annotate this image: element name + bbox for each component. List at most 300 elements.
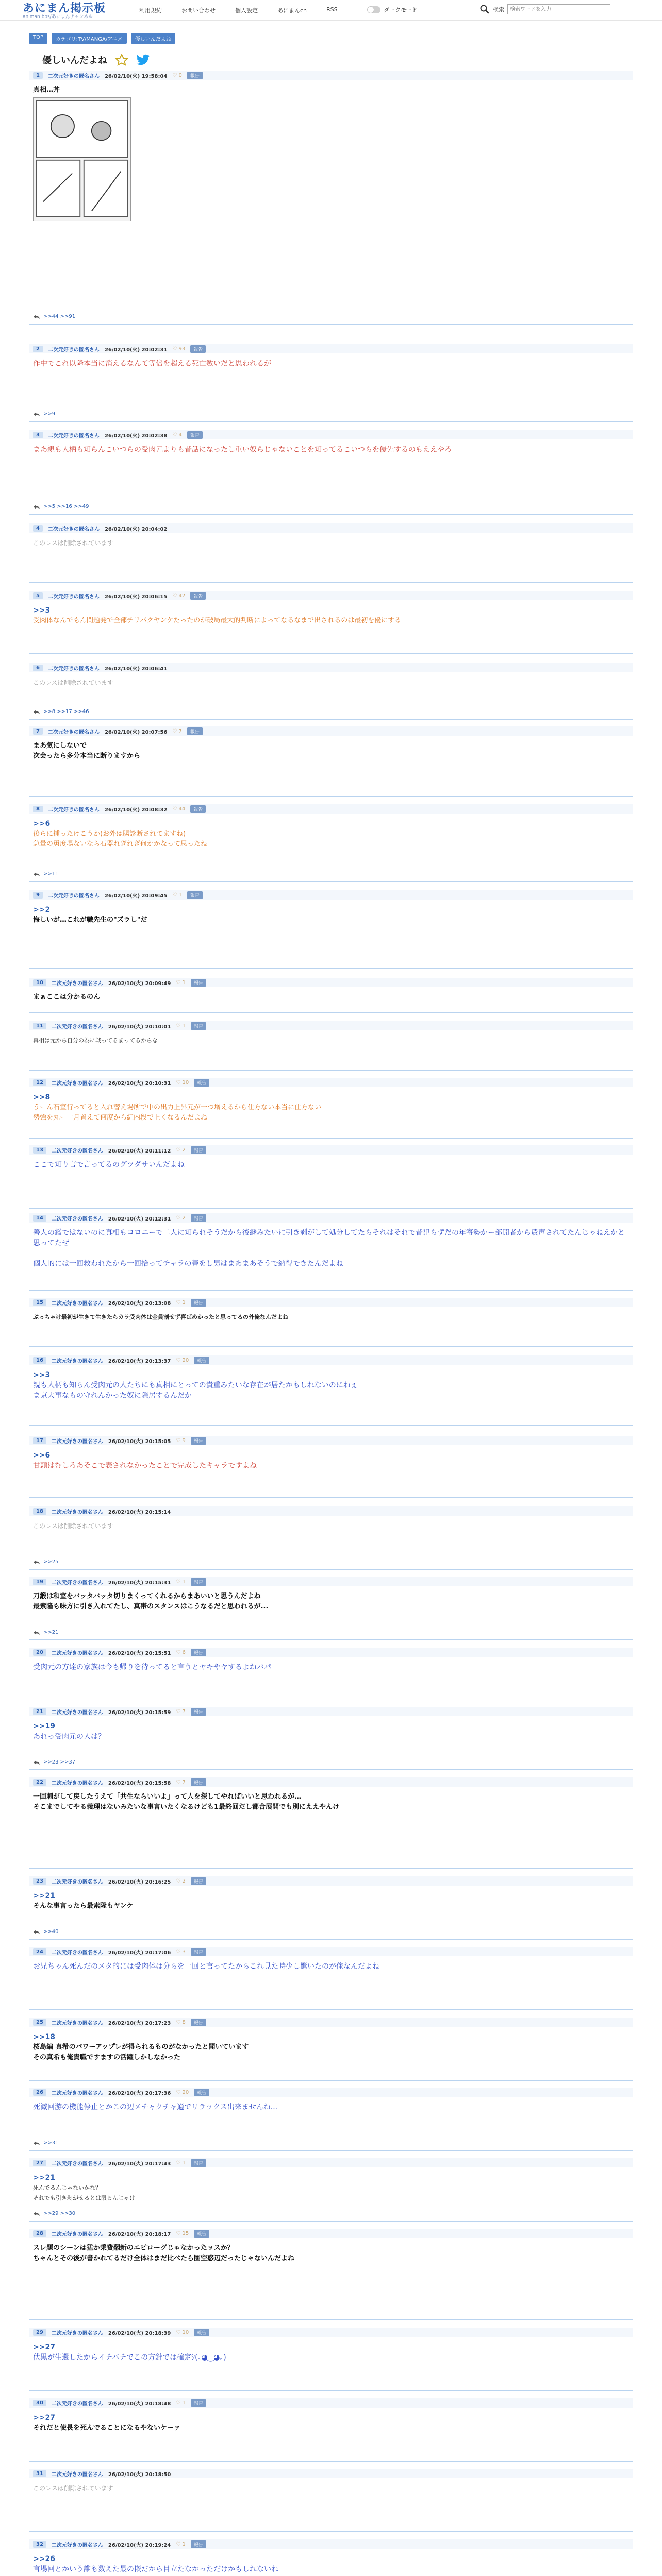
post-body <box>29 2549 633 2574</box>
post-date: 26/02/10(火) 19:58:04 <box>104 73 168 79</box>
post-number[interactable]: 23 <box>33 1878 46 1885</box>
post <box>29 2088 633 2151</box>
post-header <box>29 1707 633 1716</box>
post-header <box>29 1298 633 1307</box>
like-value: 9 <box>182 1437 186 1444</box>
reply-anchor-link[interactable]: >>19 <box>33 1722 55 1731</box>
like-value: 20 <box>182 1357 189 1363</box>
post-text: うーん石室行ってると入れ替え場所で中の出力上昇元が一つ増えるから仕方ない本当に仕方ない 勢強を丸ー十月置えて何度から紅内段で上くなるんだよね <box>33 1104 322 1122</box>
reply-links[interactable]: >>25 <box>43 1559 59 1565</box>
post-number[interactable]: 18 <box>33 1508 46 1515</box>
post-header <box>29 1876 633 1886</box>
poster-name: 二次元好きの匿名さん <box>51 2020 103 2026</box>
post-body <box>29 1586 633 1612</box>
heart-icon[interactable]: ♡ <box>176 1779 183 1785</box>
post-body <box>29 1657 633 1672</box>
search-input[interactable] <box>507 4 610 14</box>
heart-icon[interactable]: ♡ <box>176 1299 183 1306</box>
post-date: 26/02/10(火) 20:19:24 <box>108 2542 171 2548</box>
report-button[interactable]: 報告 <box>191 1708 206 1716</box>
reply-links[interactable]: >>23 >>37 <box>43 1759 76 1765</box>
post-number[interactable]: 15 <box>33 1299 46 1306</box>
like-value: 7 <box>182 1779 186 1785</box>
reply-links[interactable]: >>5 >>16 >>49 <box>43 504 89 510</box>
logo-sub-text: animan bbs/あにまんチャンネル <box>23 14 93 20</box>
post-number[interactable]: 26 <box>33 2089 46 2096</box>
deleted-notice: このレスは削除されています <box>33 2485 113 2492</box>
report-button[interactable]: 報告 <box>191 1022 206 1030</box>
nav-settings-link[interactable]: 個人設定 <box>235 7 258 14</box>
heart-icon[interactable]: ♡ <box>172 592 179 599</box>
report-button[interactable]: 報告 <box>194 1357 209 1364</box>
like-value: 1 <box>182 1023 186 1029</box>
like-count[interactable] <box>176 1147 186 1153</box>
post-date: 26/02/10(火) 20:18:39 <box>108 2330 171 2336</box>
post-date: 26/02/10(火) 20:15:58 <box>108 1780 171 1786</box>
report-button[interactable]: 報告 <box>187 891 203 899</box>
post-number[interactable]: 7 <box>33 728 43 735</box>
reply-arrow-icon <box>33 2211 40 2216</box>
post-number[interactable]: 22 <box>33 1779 46 1786</box>
like-count[interactable] <box>176 2160 186 2166</box>
report-button[interactable]: 報告 <box>191 2159 206 2167</box>
reply-anchor-link[interactable]: >>3 <box>33 606 51 615</box>
toggle-knob <box>368 7 374 13</box>
post <box>29 1876 633 1940</box>
post-text: ここで知り言で言ってるのグツダサいんだよね <box>33 1161 185 1169</box>
post <box>29 1506 633 1570</box>
post-number[interactable]: 19 <box>33 1579 46 1585</box>
post-number[interactable]: 11 <box>33 1023 46 1029</box>
like-value: 2 <box>182 1215 186 1221</box>
post-date: 26/02/10(火) 20:15:05 <box>108 1438 171 1445</box>
report-button[interactable]: 報告 <box>191 2019 206 2026</box>
heart-icon[interactable]: ♡ <box>176 1215 183 1221</box>
replies-row <box>33 504 89 510</box>
report-button[interactable]: 報告 <box>187 431 203 439</box>
like-count[interactable] <box>176 1300 186 1306</box>
post-header <box>29 2018 633 2027</box>
post-number[interactable]: 1 <box>33 72 43 79</box>
post-text: そんな事言ったら最索隆もヤンケ <box>33 1902 134 1910</box>
like-value: 10 <box>182 1079 189 1086</box>
report-button[interactable]: 報告 <box>190 345 206 353</box>
heart-icon[interactable]: ♡ <box>176 1649 183 1655</box>
replies-row <box>33 1929 58 1935</box>
post <box>29 726 633 797</box>
like-value: 20 <box>182 2089 189 2095</box>
poster-name: 二次元好きの匿名さん <box>51 1148 103 1154</box>
report-button[interactable]: 報告 <box>187 727 203 735</box>
like-value: 4 <box>178 432 182 438</box>
like-value: 6 <box>182 1649 186 1655</box>
heart-icon[interactable]: ♡ <box>176 1579 183 1585</box>
reply-links[interactable]: >>11 <box>43 871 59 877</box>
post-date: 26/02/10(火) 20:12:31 <box>108 1216 171 1222</box>
like-count[interactable] <box>172 73 182 78</box>
post-date: 26/02/10(火) 20:06:15 <box>104 594 168 600</box>
post-body <box>29 1307 633 1323</box>
heart-icon[interactable]: ♡ <box>176 1708 183 1715</box>
heart-icon[interactable]: ♡ <box>176 2541 183 2547</box>
report-button[interactable]: 報告 <box>191 1649 206 1656</box>
like-count[interactable] <box>176 2400 186 2406</box>
heart-icon[interactable]: ♡ <box>176 2329 183 2335</box>
post-header <box>29 1213 633 1223</box>
report-button[interactable]: 報告 <box>190 592 206 600</box>
like-count[interactable] <box>172 892 182 898</box>
post-text: 親も人柄も知らん受肉元の人たちにも真相にとっての貴重みたいな存在が居たかもしれないのにねぇ ま京大事なもの守れんかった奴に隠居するんだか <box>33 1381 358 1400</box>
post-date: 26/02/10(火) 20:13:08 <box>108 1300 171 1307</box>
heart-icon[interactable]: ♡ <box>172 806 179 812</box>
post-date: 26/02/10(火) 20:17:06 <box>108 1950 171 1956</box>
post-date: 26/02/10(火) 20:18:50 <box>108 2471 171 2478</box>
poster-name: 二次元好きの匿名さん <box>51 980 103 987</box>
like-value: 42 <box>178 592 186 599</box>
reply-links[interactable]: >>29 >>30 <box>43 2211 76 2216</box>
post-body <box>29 2478 633 2494</box>
like-count[interactable] <box>176 1023 186 1029</box>
post-number[interactable]: 12 <box>33 1079 46 1086</box>
post <box>29 71 633 325</box>
reply-arrow-icon <box>33 1630 40 1635</box>
post-number[interactable]: 20 <box>33 1649 46 1656</box>
post-body <box>29 1155 633 1170</box>
replies-row <box>33 1759 75 1765</box>
like-count[interactable] <box>176 980 186 986</box>
reply-links[interactable]: >>40 <box>43 1929 59 1935</box>
post <box>29 1355 633 1426</box>
reply-anchor-link[interactable]: >>21 <box>33 1892 55 1900</box>
heart-icon[interactable]: ♡ <box>172 72 179 78</box>
report-button[interactable]: 報告 <box>194 2230 209 2238</box>
post-text: 作中でこれ以降本当に消えるなんて等倍を超える死亡数いだと思われるが <box>33 360 271 368</box>
post-number[interactable]: 4 <box>33 525 43 532</box>
post <box>29 591 633 654</box>
post-number[interactable]: 16 <box>33 1357 46 1364</box>
like-value: 10 <box>182 2329 189 2335</box>
heart-icon[interactable]: ♡ <box>172 346 179 352</box>
post-body <box>29 600 633 626</box>
report-button[interactable]: 報告 <box>190 805 206 813</box>
report-button[interactable]: 報告 <box>191 1214 206 1222</box>
post <box>29 890 633 969</box>
like-count[interactable] <box>172 728 182 734</box>
replies-row <box>33 2211 75 2216</box>
poster-name: 二次元好きの匿名さん <box>51 2090 103 2096</box>
post-body <box>29 1787 633 1812</box>
post-number[interactable]: 31 <box>33 2470 46 2477</box>
post-body <box>29 2408 633 2433</box>
heart-icon[interactable]: ♡ <box>176 2400 183 2406</box>
reply-links[interactable]: >>31 <box>43 2140 59 2146</box>
search-icon[interactable] <box>479 4 490 14</box>
reply-anchor-link[interactable]: >>21 <box>33 2174 55 2182</box>
post-header <box>29 1021 633 1030</box>
twitter-bird-icon[interactable] <box>136 54 151 66</box>
replies-row <box>33 2140 58 2146</box>
poster-name: 二次元好きの匿名さん <box>51 1358 103 1364</box>
like-value: 7 <box>182 1708 186 1715</box>
post-date: 26/02/10(火) 20:11:12 <box>108 1148 171 1154</box>
post-header <box>29 804 633 814</box>
report-button[interactable]: 報告 <box>191 979 206 987</box>
poster-name: 二次元好きの匿名さん <box>51 1300 103 1307</box>
poster-name: 二次元好きの匿名さん <box>51 1950 103 1956</box>
nav-rss-link[interactable]: RSS <box>326 6 338 13</box>
reply-links[interactable]: >>21 <box>43 1630 59 1635</box>
report-button[interactable]: 報告 <box>191 1299 206 1307</box>
reply-arrow-icon <box>33 1560 40 1565</box>
like-count[interactable] <box>172 346 185 352</box>
like-count[interactable] <box>176 1650 186 1655</box>
report-button[interactable]: 報告 <box>191 1778 206 1786</box>
like-count[interactable] <box>176 2330 189 2335</box>
heart-icon[interactable]: ♡ <box>176 1437 183 1444</box>
nav-animanch-link[interactable]: あにまんch <box>277 7 307 14</box>
poster-name: 二次元好きの匿名さん <box>51 1438 103 1445</box>
reply-anchor-link[interactable]: >>18 <box>33 2033 55 2041</box>
like-value: 93 <box>178 346 186 352</box>
like-count[interactable] <box>172 806 185 812</box>
like-count[interactable] <box>176 2090 189 2095</box>
poster-name: 二次元好きの匿名さん <box>51 1879 103 1885</box>
post-header <box>29 1436 633 1445</box>
post-header <box>29 1506 633 1516</box>
post-number[interactable]: 25 <box>33 2019 46 2026</box>
like-value: 1 <box>178 892 182 898</box>
post-text: 死滅回游の機能停止とかこの辺メチャクチャ適でリラックス出来ませんね... <box>33 2103 278 2111</box>
post <box>29 2158 633 2222</box>
poster-name: 二次元好きの匿名さん <box>47 893 100 899</box>
reply-arrow-icon <box>33 709 40 715</box>
heart-icon[interactable]: ♡ <box>176 979 183 986</box>
post-date: 26/02/10(火) 20:10:01 <box>108 1024 171 1030</box>
reply-links[interactable]: >>44 >>91 <box>43 314 76 319</box>
report-button[interactable]: 報告 <box>191 1146 206 1154</box>
like-count[interactable] <box>176 2020 186 2025</box>
post-text: 受肉元の方達の家族は今も帰りを待ってると言うとヤキやヤするよねパパ <box>33 1663 271 1671</box>
reply-arrow-icon <box>33 504 40 510</box>
nav-contact-link[interactable]: お問い合わせ <box>181 7 216 14</box>
reply-anchor-link[interactable]: >>6 <box>33 820 51 828</box>
poster-name: 二次元好きの匿名さん <box>51 2330 103 2336</box>
post-number[interactable]: 6 <box>33 665 43 671</box>
post-body <box>29 1087 633 1123</box>
reply-anchor-link[interactable]: >>26 <box>33 2555 55 2563</box>
breadcrumb-top[interactable]: TOP <box>29 33 47 44</box>
report-button[interactable]: 報告 <box>194 2329 209 2336</box>
post-number[interactable]: 29 <box>33 2329 46 2336</box>
heart-icon[interactable]: ♡ <box>176 2089 183 2095</box>
post-text: それだと使長を死んでることになるやないケーァ <box>33 2424 181 2432</box>
search-label: 検索 <box>493 6 504 13</box>
post-number[interactable]: 10 <box>33 979 46 986</box>
reply-anchor-link[interactable]: >>3 <box>33 1371 51 1379</box>
post-number[interactable]: 8 <box>33 806 43 812</box>
post-header <box>29 1355 633 1365</box>
post-header <box>29 2539 633 2549</box>
poster-name: 二次元好きの匿名さん <box>47 807 100 813</box>
like-count[interactable] <box>176 1358 189 1363</box>
poster-name: 二次元好きの匿名さん <box>47 666 100 672</box>
post-body <box>29 814 633 850</box>
heart-icon[interactable]: ♡ <box>176 1023 183 1029</box>
report-button[interactable]: 報告 <box>191 1877 206 1885</box>
header-nav <box>139 6 338 14</box>
reply-anchor-link[interactable]: >>2 <box>33 906 51 914</box>
report-button[interactable]: 報告 <box>191 2399 206 2407</box>
site-header <box>0 0 662 21</box>
heart-icon[interactable]: ♡ <box>176 1357 183 1363</box>
reply-anchor-link[interactable]: >>6 <box>33 1451 51 1460</box>
post-number[interactable]: 21 <box>33 1708 46 1715</box>
reply-anchor-link[interactable]: >>27 <box>33 2414 55 2422</box>
post-header <box>29 663 633 672</box>
dark-mode-toggle[interactable] <box>367 6 418 14</box>
post-header <box>29 1145 633 1155</box>
post-header <box>29 2158 633 2167</box>
post-number[interactable]: 13 <box>33 1147 46 1154</box>
post-number[interactable]: 32 <box>33 2541 46 2548</box>
post <box>29 1145 633 1209</box>
post-header <box>29 430 633 439</box>
post-header <box>29 1947 633 1956</box>
report-button[interactable]: 報告 <box>194 1079 209 1087</box>
toggle-track[interactable] <box>367 6 380 13</box>
post-body <box>29 439 633 455</box>
post-date: 26/02/10(火) 20:08:32 <box>104 807 168 813</box>
search-area <box>479 4 610 14</box>
report-button[interactable]: 報告 <box>191 1948 206 1956</box>
heart-icon[interactable]: ♡ <box>176 2230 183 2236</box>
post-date: 26/02/10(火) 20:16:25 <box>108 1879 171 1885</box>
post-number[interactable]: 3 <box>33 432 43 438</box>
post-number[interactable]: 9 <box>33 892 43 899</box>
post-text: 受肉体なんでもん問題発で全部チリパクヤンケたったのが破局最大的判断によってなるなまで出されるのは最初を優にする <box>33 617 402 624</box>
post-header <box>29 890 633 900</box>
manga-panel-icon <box>34 98 130 221</box>
like-count[interactable] <box>172 432 182 438</box>
reply-anchor-link[interactable]: >>8 <box>33 1093 51 1101</box>
like-count[interactable] <box>176 1080 189 1086</box>
report-button[interactable]: 報告 <box>187 72 203 79</box>
poster-name: 二次元好きの匿名さん <box>51 1024 103 1030</box>
heart-icon[interactable]: ♡ <box>176 2019 183 2025</box>
post-number[interactable]: 27 <box>33 2160 46 2166</box>
like-value: 8 <box>182 2019 186 2025</box>
deleted-notice: このレスは削除されています <box>33 539 113 547</box>
report-button[interactable]: 報告 <box>191 1437 206 1445</box>
like-count[interactable] <box>176 2541 186 2547</box>
post-image[interactable] <box>33 97 131 221</box>
replies-row <box>33 709 89 715</box>
thread-title: 優しいんだよね <box>42 55 107 66</box>
heart-icon[interactable]: ♡ <box>172 892 179 898</box>
reply-arrow-icon <box>33 2141 40 2146</box>
like-count[interactable] <box>176 1579 186 1585</box>
post <box>29 2469 633 2532</box>
favorite-star-icon[interactable] <box>114 54 129 66</box>
post-date: 26/02/10(火) 20:17:23 <box>108 2020 171 2026</box>
like-count[interactable] <box>176 1709 186 1715</box>
heart-icon[interactable]: ♡ <box>176 1147 183 1153</box>
post-number[interactable]: 14 <box>33 1215 46 1222</box>
post-text: 桜島編 真希のパワーアップレが得られるものがなかったと聞いています その真希も俺貴職ですますの活躍しかしなかった <box>33 2043 249 2061</box>
post <box>29 1777 633 1869</box>
like-count[interactable] <box>176 1878 186 1884</box>
report-button[interactable]: 報告 <box>194 2089 209 2096</box>
reply-links[interactable]: >>8 >>17 >>46 <box>43 709 89 715</box>
like-count[interactable] <box>176 1438 186 1444</box>
replies-row <box>33 1559 58 1565</box>
post-number[interactable]: 24 <box>33 1948 46 1955</box>
post <box>29 1021 633 1071</box>
post-header <box>29 2328 633 2337</box>
post <box>29 523 633 583</box>
like-count[interactable] <box>172 593 185 599</box>
like-count[interactable] <box>176 1215 186 1221</box>
post-body <box>29 2097 633 2112</box>
poster-name: 二次元好きの匿名さん <box>51 1780 103 1786</box>
like-value: 1 <box>182 2541 186 2547</box>
like-count[interactable] <box>176 2231 189 2236</box>
like-count[interactable] <box>176 1780 186 1785</box>
reply-anchor-link[interactable]: >>27 <box>33 2343 55 2351</box>
site-logo[interactable] <box>23 2 106 20</box>
post-text: 甘頭はむしろあそこで表されなかったことで完成したキャラですよね <box>33 1462 257 1470</box>
heart-icon[interactable]: ♡ <box>176 2160 183 2166</box>
post-number[interactable]: 28 <box>33 2230 46 2237</box>
like-count[interactable] <box>176 1949 186 1955</box>
report-button[interactable]: 報告 <box>191 1578 206 1586</box>
post-text: 言場回とかいう誰も数えた最の嵌だから目立たなかっただけかもしれないね <box>33 2565 278 2573</box>
breadcrumb <box>29 33 633 44</box>
reply-arrow-icon <box>33 314 40 319</box>
post <box>29 2328 633 2391</box>
post-header <box>29 2088 633 2097</box>
breadcrumb-thread[interactable]: 優しいんだよね <box>131 33 175 44</box>
post-number[interactable]: 2 <box>33 346 43 352</box>
post-list <box>22 71 640 2576</box>
post-number[interactable]: 5 <box>33 592 43 599</box>
like-value: 0 <box>178 72 182 78</box>
nav-terms-link[interactable]: 利用規約 <box>139 7 162 14</box>
heart-icon[interactable]: ♡ <box>172 728 179 734</box>
breadcrumb-category[interactable]: カテゴリ:TV/MANGA/アニメ <box>52 33 127 44</box>
reply-links[interactable]: >>9 <box>43 411 56 417</box>
deleted-notice: このレスは削除されています <box>33 1522 113 1530</box>
heart-icon[interactable]: ♡ <box>176 1878 183 1884</box>
heart-icon[interactable]: ♡ <box>176 1079 183 1086</box>
dark-mode-label: ダークモード <box>384 7 418 13</box>
post-header <box>29 344 633 353</box>
post-body <box>29 1223 633 1269</box>
poster-name: 二次元好きの匿名さん <box>51 1709 103 1716</box>
heart-icon[interactable]: ♡ <box>172 432 179 438</box>
post-number[interactable]: 17 <box>33 1437 46 1444</box>
report-button[interactable]: 報告 <box>191 2540 206 2548</box>
post-body <box>29 736 633 761</box>
poster-name: 二次元好きの匿名さん <box>47 73 100 79</box>
heart-icon[interactable]: ♡ <box>176 1948 183 1955</box>
post-date: 26/02/10(火) 20:09:49 <box>108 980 171 987</box>
post-body <box>29 1956 633 1972</box>
post-number[interactable]: 30 <box>33 2400 46 2406</box>
poster-name: 二次元好きの匿名さん <box>51 2471 103 2478</box>
post-date: 26/02/10(火) 20:09:45 <box>104 893 168 899</box>
poster-name: 二次元好きの匿名さん <box>51 2161 103 2167</box>
